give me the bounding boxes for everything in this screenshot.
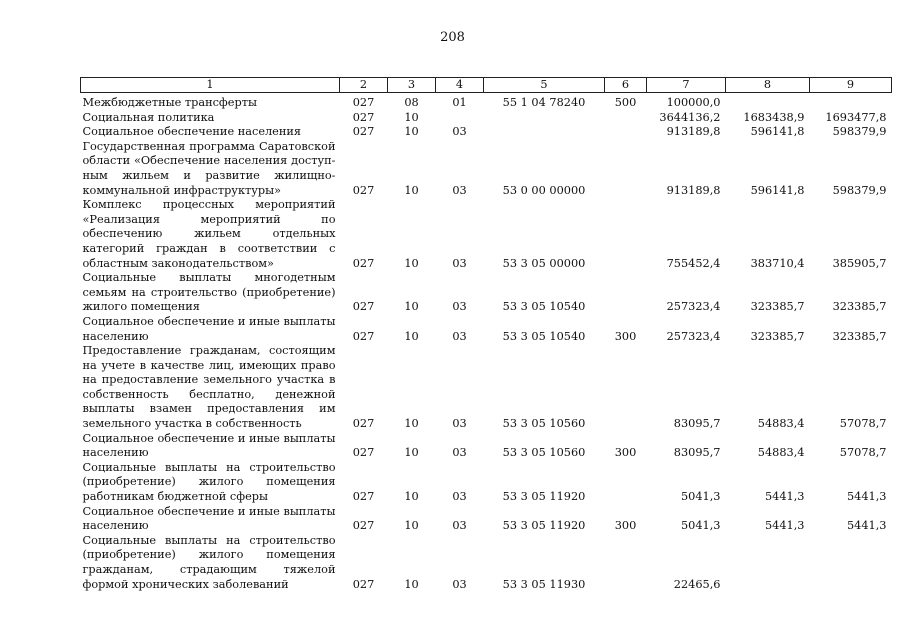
column-header-6: 6	[605, 78, 647, 93]
section-code: 10	[404, 110, 419, 124]
target-article-code: 53 3 05 00000	[502, 256, 586, 270]
amount-col-8: 596141,8	[750, 183, 805, 197]
column-header-5: 5	[484, 78, 605, 93]
section-code: 10	[404, 329, 419, 343]
amount-col-9: 5441,3	[846, 519, 887, 533]
item-name: Государственная программа Саратовской области «Обеспечение населения доступным жильем и развитие жилищно-коммунальной инфраструктуры»	[82, 139, 336, 197]
table-row	[81, 461, 892, 505]
amount-col-8	[726, 534, 810, 592]
expense-type-code: 500	[614, 96, 637, 109]
amount-col-9: 57078,7	[839, 446, 887, 460]
amount-col-7: 22465,6	[673, 577, 721, 591]
subsection-code: 03	[452, 183, 467, 197]
expense-type-code	[605, 125, 647, 140]
expense-type-code: 300	[614, 446, 637, 460]
table-row	[81, 432, 892, 461]
table-row	[81, 125, 892, 140]
section-code: 10	[404, 125, 419, 139]
amount-col-7: 257323,4	[666, 300, 721, 314]
subsection-code: 03	[452, 519, 467, 533]
column-header-7: 7	[647, 78, 726, 93]
item-name: Социальное обеспечение и иные выплаты населению	[82, 314, 336, 343]
subsection-code: 03	[452, 256, 467, 270]
amount-col-7: 3644136,2	[659, 110, 721, 124]
subsection-code: 03	[452, 490, 467, 504]
expense-type-code	[605, 271, 647, 315]
section-code: 10	[404, 417, 419, 431]
target-article-code: 53 3 05 11920	[502, 490, 586, 504]
item-name: Социальные выплаты на строительство (приобретение) жилого помещения работникам бюджетной сферы	[82, 460, 336, 504]
item-name: Социальное обеспечение и иные выплаты населению	[82, 504, 336, 533]
table-row	[81, 111, 892, 126]
amount-col-7: 257323,4	[666, 329, 721, 343]
administrator-code: 027	[352, 96, 375, 109]
amount-col-9: 385905,7	[832, 256, 887, 270]
section-code: 08	[404, 96, 419, 109]
amount-col-9: 323385,7	[832, 329, 887, 343]
subsection-code: 01	[452, 96, 467, 109]
column-header-3: 3	[388, 78, 436, 93]
page-number: 208	[440, 30, 465, 45]
amount-col-9: 598379,9	[832, 125, 887, 139]
column-header-4: 4	[436, 78, 484, 93]
section-code: 10	[404, 300, 419, 314]
administrator-code: 027	[352, 417, 375, 431]
expense-type-code: 300	[614, 329, 637, 343]
target-article-code: 53 3 05 11920	[502, 519, 586, 533]
target-article-code: 53 3 05 10560	[502, 446, 586, 460]
table-body	[81, 93, 892, 593]
target-article-code: 55 1 04 78240	[502, 96, 586, 109]
expense-type-code	[605, 461, 647, 505]
item-name: Предоставление гражданам, состоящим на учете в качестве лиц, имеющих право на предоставление земельного участка в собственность бесплатно, денежной выплаты взамен предоставления им земельного участка в собственность	[82, 344, 336, 431]
amount-col-9: 598379,9	[832, 183, 887, 197]
amount-col-7: 83095,7	[673, 446, 721, 460]
amount-col-9: 5441,3	[846, 490, 887, 504]
item-name: Комплекс процессных мероприятий «Реализация мероприятий по обеспечению жильем отдельных категорий граждан в соответствии с областным законодательством»	[82, 198, 336, 270]
administrator-code: 027	[352, 300, 375, 314]
item-name: Социальные выплаты на строительство (приобретение) жилого помещения гражданам, страдающим тяжелой формой хронических заболеваний	[82, 533, 336, 591]
amount-col-8: 54883,4	[757, 446, 805, 460]
section-code: 10	[404, 490, 419, 504]
table-row	[81, 534, 892, 592]
administrator-code: 027	[352, 256, 375, 270]
table-row	[81, 315, 892, 344]
item-name: Социальная политика	[82, 110, 215, 124]
amount-col-7: 913189,8	[666, 183, 721, 197]
subsection-code: 03	[452, 300, 467, 314]
column-header-2: 2	[340, 78, 388, 93]
expense-type-code	[605, 111, 647, 126]
administrator-code: 027	[352, 183, 375, 197]
amount-col-8: 54883,4	[757, 417, 805, 431]
amount-col-8: 5441,3	[764, 490, 805, 504]
column-header-8: 8	[726, 78, 810, 93]
amount-col-7: 5041,3	[680, 490, 721, 504]
amount-col-9: 57078,7	[839, 417, 887, 431]
item-name: Межбюджетные трансферты	[82, 96, 257, 109]
section-code: 10	[404, 577, 419, 591]
target-article-code: 53 3 05 10560	[502, 417, 586, 431]
section-code: 10	[404, 256, 419, 270]
administrator-code: 027	[352, 446, 375, 460]
expense-type-code	[605, 198, 647, 271]
amount-col-8: 5441,3	[764, 519, 805, 533]
amount-col-9	[810, 93, 892, 111]
column-header-9: 9	[810, 78, 892, 93]
amount-col-8: 1683438,9	[743, 110, 805, 124]
expense-type-code: 300	[614, 519, 637, 533]
amount-col-7: 83095,7	[673, 417, 721, 431]
item-name: Социальное обеспечение населения	[82, 125, 302, 139]
section-code: 10	[404, 519, 419, 533]
amount-col-7: 755452,4	[666, 256, 721, 270]
subsection-code: 03	[452, 329, 467, 343]
amount-col-7: 100000,0	[666, 96, 721, 109]
expense-type-code	[605, 344, 647, 432]
administrator-code: 027	[352, 519, 375, 533]
administrator-code: 027	[352, 577, 375, 591]
table-row	[81, 140, 892, 198]
subsection-code: 03	[452, 417, 467, 431]
amount-col-8: 323385,7	[750, 300, 805, 314]
item-name: Социальные выплаты многодетным семьям на строительство (приобретение) жилого помещения	[82, 271, 336, 314]
subsection-code: 03	[452, 125, 467, 139]
section-code: 10	[404, 446, 419, 460]
item-name: Социальное обеспечение и иные выплаты населению	[82, 431, 336, 460]
table-row	[81, 505, 892, 534]
target-article-code	[484, 125, 605, 140]
amount-col-9	[810, 534, 892, 592]
expense-type-code	[605, 140, 647, 198]
target-article-code: 53 3 05 11930	[502, 577, 586, 591]
target-article-code: 53 3 05 10540	[502, 329, 586, 343]
administrator-code: 027	[352, 110, 375, 124]
amount-col-7: 5041,3	[680, 519, 721, 533]
budget-table	[80, 77, 892, 592]
administrator-code: 027	[352, 329, 375, 343]
amount-col-8: 323385,7	[750, 329, 805, 343]
column-header-1: 1	[81, 78, 340, 93]
amount-col-8: 383710,4	[750, 256, 805, 270]
amount-col-9: 323385,7	[832, 300, 887, 314]
subsection-code: 03	[452, 446, 467, 460]
administrator-code: 027	[352, 490, 375, 504]
table-row	[81, 93, 892, 111]
table-row	[81, 198, 892, 271]
section-code: 10	[404, 183, 419, 197]
target-article-code: 53 0 00 00000	[502, 183, 586, 197]
administrator-code: 027	[352, 125, 375, 139]
table-row	[81, 271, 892, 315]
amount-col-7: 913189,8	[666, 125, 721, 139]
amount-col-9: 1693477,8	[825, 110, 887, 124]
target-article-code	[484, 111, 605, 126]
table-header-row	[81, 78, 892, 93]
expense-type-code	[605, 534, 647, 592]
amount-col-8	[726, 93, 810, 111]
subsection-code: 03	[452, 577, 467, 591]
amount-col-8: 596141,8	[750, 125, 805, 139]
target-article-code: 53 3 05 10540	[502, 300, 586, 314]
subsection-code	[436, 111, 484, 126]
table-row	[81, 344, 892, 432]
